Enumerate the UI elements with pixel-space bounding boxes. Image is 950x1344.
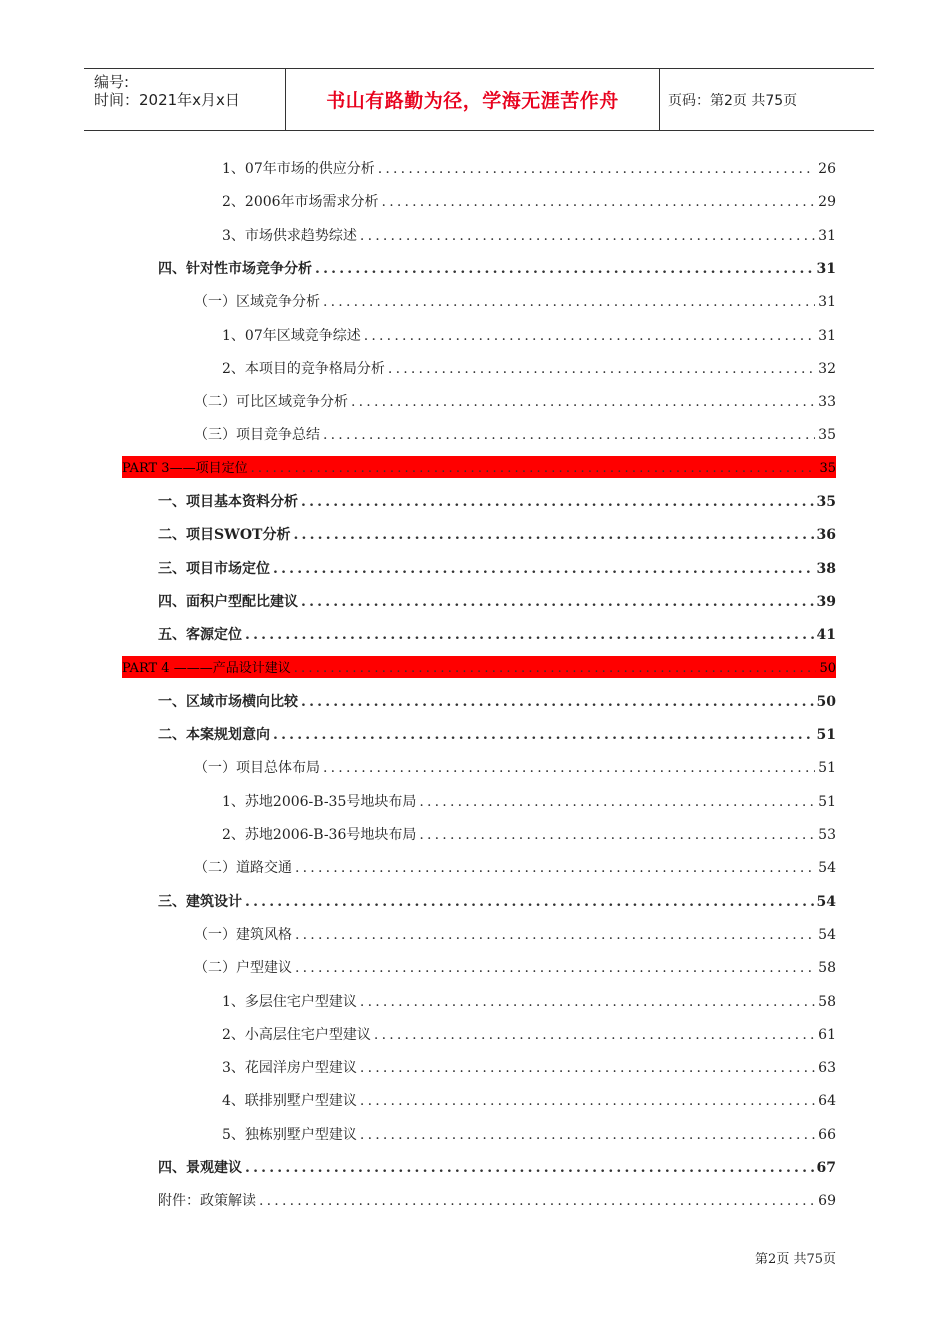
toc-entry[interactable] [158, 1188, 836, 1210]
toc-entry-page: 38 [816, 560, 836, 577]
toc-dot-leader [301, 493, 814, 511]
toc-dot-leader [245, 626, 814, 644]
toc-dot-leader [294, 660, 817, 678]
toc-entry-page: 31 [816, 260, 836, 277]
toc-entry-page: 63 [818, 1060, 836, 1077]
toc-entry-page: 50 [819, 660, 836, 676]
toc-entry-page: 53 [818, 827, 836, 843]
toc-entry-title: 3、花园洋房户型建议 [222, 1060, 357, 1077]
toc-part-entry[interactable] [122, 656, 836, 678]
toc-dot-leader [273, 560, 814, 578]
toc-entry-page: 32 [818, 360, 836, 377]
toc-entry[interactable] [222, 822, 836, 844]
toc-dot-leader [251, 460, 817, 478]
toc-dot-leader [323, 293, 815, 311]
toc-entry[interactable] [194, 755, 836, 777]
toc-entry[interactable] [222, 989, 836, 1011]
toc-entry-page: 41 [816, 627, 836, 644]
toc-entry-page: 54 [818, 860, 836, 877]
toc-entry[interactable] [158, 889, 836, 911]
toc-dot-leader [295, 859, 815, 877]
toc-entry-page: 51 [816, 727, 836, 744]
toc-entry[interactable] [222, 1022, 836, 1044]
toc-entry-title: 二、项目SWOT分析 [158, 527, 291, 544]
toc-part-entry[interactable] [122, 456, 836, 478]
toc-dot-leader [259, 1192, 815, 1210]
toc-entry-title: （二）可比区域竞争分析 [194, 394, 348, 411]
toc-entry-title: （一）建筑风格 [194, 926, 292, 943]
toc-entry-title: （二）户型建议 [194, 960, 292, 977]
toc-dot-leader [295, 926, 815, 944]
toc-entry-page: 58 [818, 960, 836, 977]
toc-entry[interactable] [158, 722, 836, 744]
toc-entry-title: 附件：政策解读 [158, 1193, 256, 1210]
toc-dot-leader [301, 693, 814, 711]
footer-page-number: 第2页 共75页 [755, 1252, 836, 1267]
toc-entry-title: （一）区域竞争分析 [194, 294, 320, 311]
toc-entry-page: 50 [816, 693, 836, 710]
header-info-cell [84, 69, 286, 130]
toc-entry-page: 69 [818, 1193, 836, 1210]
toc-entry-page: 31 [818, 327, 836, 344]
toc-entry-page: 31 [818, 294, 836, 311]
toc-entry-title: 5、独栋别墅户型建议 [222, 1126, 357, 1143]
toc-entry[interactable] [158, 1155, 836, 1177]
toc-entry[interactable] [222, 189, 836, 211]
toc-entry[interactable] [158, 256, 836, 278]
toc-dot-leader [360, 1059, 815, 1077]
toc-entry-page: 35 [818, 427, 836, 444]
toc-dot-leader [301, 593, 814, 611]
toc-entry-title: 4、联排别墅户型建议 [222, 1093, 357, 1110]
toc-dot-leader [315, 260, 814, 278]
toc-dot-leader [293, 526, 813, 544]
toc-entry-page: 61 [818, 1026, 836, 1043]
toc-dot-leader [374, 1026, 815, 1044]
toc-entry-title: 一、区域市场横向比较 [158, 693, 298, 710]
toc-entry[interactable] [158, 689, 836, 711]
toc-entry-page: 54 [818, 926, 836, 943]
toc-dot-leader [323, 759, 815, 777]
toc-entry-title: 二、本案规划意向 [158, 727, 270, 744]
toc-entry-title: 1、多层住宅户型建议 [222, 993, 357, 1010]
header-motto-cell [286, 69, 660, 130]
toc-entry[interactable] [222, 223, 836, 245]
toc-entry[interactable] [222, 156, 836, 178]
toc-entry-page: 36 [816, 527, 836, 544]
toc-entry-title: 2、本项目的竞争格局分析 [222, 360, 385, 377]
toc-dot-leader [245, 1159, 814, 1177]
toc-entry-page: 66 [818, 1126, 836, 1143]
toc-entry-title: 三、项目市场定位 [158, 560, 270, 577]
toc-entry-title: 五、客源定位 [158, 627, 242, 644]
toc-dot-leader [360, 227, 815, 245]
toc-entry[interactable] [222, 1122, 836, 1144]
toc-dot-leader [360, 1092, 815, 1110]
toc-dot-leader [351, 393, 815, 411]
toc-entry-title: 2、2006年市场需求分析 [222, 194, 379, 211]
toc-entry-title: 1、苏地2006-B-35号地块布局 [222, 793, 417, 810]
toc-entry-title: （二）道路交通 [194, 860, 292, 877]
toc-entry-title: 四、景观建议 [158, 1160, 242, 1176]
toc-entry-page: 33 [818, 394, 836, 411]
toc-dot-leader [245, 893, 814, 911]
toc-entry[interactable] [158, 489, 836, 511]
toc-entry-page: 51 [818, 760, 836, 777]
toc-entry-page: 29 [818, 194, 836, 211]
toc-entry-title: PART 3——项目定位 [122, 460, 248, 476]
toc-entry[interactable] [194, 855, 836, 877]
toc-entry-title: 2、苏地2006-B-36号地块布局 [222, 827, 417, 843]
toc-entry[interactable] [194, 289, 836, 311]
toc-dot-leader [364, 327, 815, 345]
toc-entry-title: 2、小高层住宅户型建议 [222, 1026, 371, 1043]
toc-entry-page: 58 [818, 993, 836, 1010]
toc-entry-page: 64 [818, 1093, 836, 1110]
header-page-cell [660, 69, 874, 130]
toc-entry[interactable] [158, 622, 836, 644]
toc-dot-leader [382, 193, 816, 211]
toc-dot-leader [360, 993, 815, 1011]
document-code-label: 编号: [94, 73, 130, 91]
toc-entry[interactable] [222, 789, 836, 811]
toc-entry[interactable] [222, 356, 836, 378]
toc-entry-page: 67 [816, 1160, 836, 1176]
toc-entry-page: 54 [816, 893, 836, 910]
toc-entry-title: （三）项目竞争总结 [194, 427, 320, 444]
header-motto: 书山有路勤为径，学海无涯苦作舟 [326, 90, 619, 112]
toc-entry-title: PART 4 ———产品设计建议 [122, 660, 291, 676]
toc-entry-page: 26 [818, 161, 836, 177]
toc-entry-page: 35 [819, 460, 836, 476]
toc-entry-page: 51 [818, 793, 836, 810]
toc-entry[interactable] [222, 323, 836, 345]
toc-dot-leader [419, 826, 815, 844]
toc-dot-leader [295, 959, 815, 977]
page-header [84, 68, 874, 131]
toc-dot-leader [323, 426, 815, 444]
header-page-number: 页码：第2页 共75页 [668, 92, 798, 109]
toc-entry[interactable] [194, 955, 836, 977]
toc-dot-leader [378, 160, 815, 178]
toc-entry-title: 三、建筑设计 [158, 893, 242, 910]
document-time-label: 时间：2021年x月x日 [94, 91, 240, 109]
toc-entry-title: 3、市场供求趋势综述 [222, 227, 357, 244]
toc-entry[interactable] [222, 1055, 836, 1077]
toc-entry[interactable] [222, 1088, 836, 1110]
toc-entry[interactable] [158, 522, 836, 544]
toc-entry[interactable] [194, 422, 836, 444]
toc-entry[interactable] [194, 389, 836, 411]
toc-entry-title: 四、面积户型配比建议 [158, 593, 298, 610]
toc-entry[interactable] [158, 556, 836, 578]
toc-entry[interactable] [158, 589, 836, 611]
toc-entry-title: 1、07年区域竞争综述 [222, 327, 361, 344]
toc-entry[interactable] [194, 922, 836, 944]
toc-entry-title: 一、项目基本资料分析 [158, 494, 298, 510]
toc-dot-leader [388, 360, 815, 378]
toc-dot-leader [273, 726, 814, 744]
toc-entry-title: 四、针对性市场竞争分析 [158, 260, 312, 277]
toc-entry-page: 31 [818, 227, 836, 244]
toc-dot-leader [360, 1126, 815, 1144]
toc-entry-page: 35 [816, 494, 836, 510]
toc-entry-title: 1、07年市场的供应分析 [222, 161, 375, 177]
toc-entry-page: 39 [816, 593, 836, 610]
toc-entry-title: （一）项目总体布局 [194, 760, 320, 777]
toc-dot-leader [419, 793, 815, 811]
